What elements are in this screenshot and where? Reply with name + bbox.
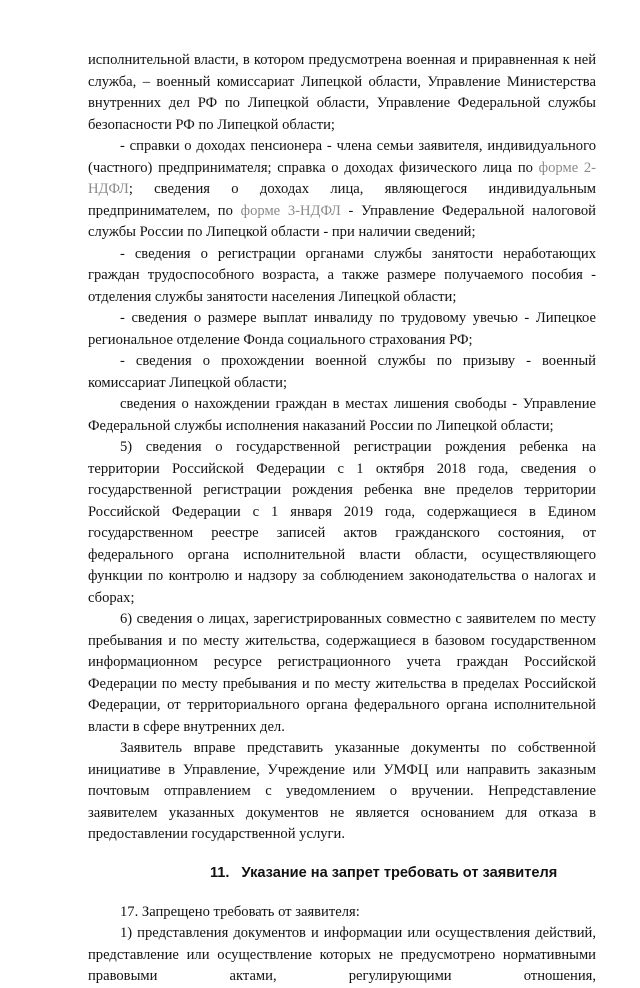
form-2-ndfl-link[interactable]: форме 2-НДФЛ [88,159,596,197]
paragraph-military-service: - сведения о прохождении военной службы по призыву - военный комиссариат Липецкой области; [88,353,596,391]
paragraph-disability-payments: - сведения о размере выплат инвалиду по трудовому увечью - Липецкое региональное отделение Фонда социального страхования РФ; [88,310,596,348]
section-title: Указание на запрет требовать от заявителя [241,864,558,881]
paragraph-imprisonment: сведения о нахождении граждан в местах лишения свободы - Управление Федеральной службы исполнения наказаний России по Липецкой области; [88,396,596,434]
paragraph-prohibition-intro: 17. Запрещено требовать от заявителя: [120,903,360,920]
section-heading [88,862,596,884]
paragraph-employment-service: - сведения о регистрации органами службы занятости неработающих граждан трудоспособного возраста, а также размере получаемого пособия - отделения службы занятости населения Липецкой области; [88,245,596,305]
paragraph-income-certificates [88,136,596,244]
paragraph-income-text-2: ; сведения о доходах лица, являющегося индивидуальным предпринимателем, по [88,181,596,219]
paragraph-birth-registration: 5) сведения о государственной регистрации рождения ребенка на территории Российской Федерации с 1 октября 2018 года, сведения о государственной регистрации рождения ребенка вне пределов территории Российской Федерации с 1 января 2019 года, содержащиеся в Едином государственном реестре записей актов гражданского состояния, от федерального органа исполнительной власти области, осуществляющего функции по контролю и надзору за соблюдением законодательства о налогах и сборах; [88,439,596,606]
paragraph-income-text-3: - Управление Федеральной налоговой службы России по Липецкой области - при наличии сведений; [88,202,596,240]
paragraph-income-text-1: - справки о доходах пенсионера - члена семьи заявителя, индивидуального (частного) предпринимателя; справка о доходах физического лица по [88,138,596,176]
paragraph-military-authorities: исполнительной власти, в котором предусмотрена военная и приравненная к ней служба, – военный комиссариат Липецкой области, Управление Министерства внутренних дел РФ по Липецкой области, Управление Федеральной службы безопасности РФ по Липецкой области; [88,52,596,133]
paragraph-applicant-rights: Заявитель вправе представить указанные документы по собственной инициативе в Управление, Учреждение или УМФЦ или направить заказным почтовым отправлением с уведомлением о вручении. Непредставление заявителем указанных документов не является основанием для отказа в предоставлении государственной услуги. [88,740,596,842]
document-page [88,50,596,988]
paragraph-prohibition-item-1: 1) представления документов и информации или осуществления действий, представление или осуществление которых не предусмотрено нормативными правовыми актами, регулирующими отношения, [88,925,596,984]
section-number: 11. [210,864,230,881]
form-3-ndfl-link[interactable]: форме 3-НДФЛ [240,202,341,219]
paragraph-cohabitants: 6) сведения о лицах, зарегистрированных совместно с заявителем по месту пребывания и по месту жительства, содержащиеся в базовом государственном информационном ресурсе регистрационного учета граждан Российской Федерации по месту пребывания и по месту жительства в пределах Российской Федерации, от территориального органа федерального органа исполнительной власти в сфере внутренних дел. [88,611,596,735]
